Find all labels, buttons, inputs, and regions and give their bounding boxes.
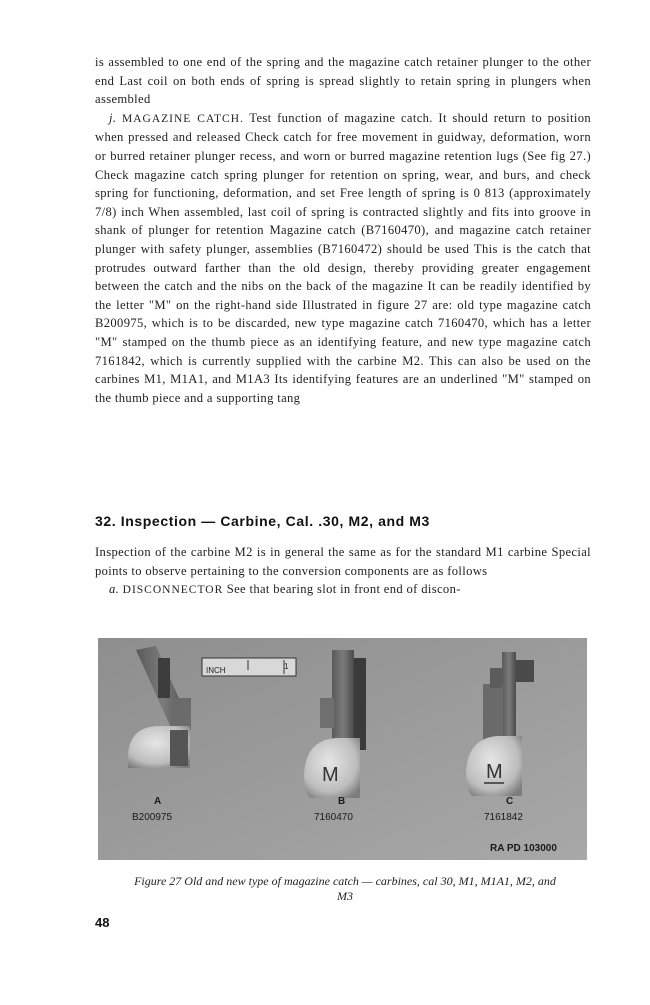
paragraph-body: Test function of magazine catch. It should return to position when pressed and released Check catch for free movement in guidway, deformation, worn or burred retainer plunger recess, and worn or burred magazine retention lugs (See fig 27.) Check magazine catch spring plunger for retention on spring, wear, and burs, and check spring for functioning, deformation, and set Free length of spring is 0 813 (approximately 7/8) inch When assembled, last coil of spring is contracted slightly and fits into groove in shank of plunger for retention Magazine catch (B7160470), and magazine catch retainer plunger with safety plunger, assemblies (B7160472) should be used This is the catch that protrudes outward farther than the old design, thereby providing greater engagement between the catch and the nibs on the back of the magazine It can be readily identified by the letter "M" on the right-hand side Illustrated in figure 27 are: old type magazine catch B200975, which is to be discarded, new type magazine catch 7160470, which has a letter "M" stamped on the thumb piece as an identifying feature, and new type magazine catch 7161842, which is currently supplied with the carbine M2. This can also be used on the carbines M1, M1A1, and M1A3 Its identifying features are an underlined "M" stamped on the thumb piece and a supporting tang bbox=[95, 110, 591, 405]
figure-caption: Figure 27 Old and new type of magazine catch — carbines, cal 30, M1, M1A1, M2, and M3 bbox=[134, 874, 556, 903]
paragraph-letter: j. bbox=[109, 110, 117, 125]
page-number: 48 bbox=[95, 915, 110, 930]
part-number-c: 7161842 bbox=[484, 812, 523, 823]
body-text-section bbox=[95, 543, 591, 600]
part-letter-a: A bbox=[154, 796, 162, 807]
paragraph-label: MAGAZINE CATCH. bbox=[121, 112, 244, 125]
inch-scale bbox=[202, 658, 296, 676]
part-number-b: 7160470 bbox=[314, 812, 353, 823]
paragraph-intro: Inspection of the carbine M2 is in general the same as for the standard M1 carbine Special points to observe pertaining to the conversion components are as follows bbox=[95, 545, 591, 578]
part-letter-b: B bbox=[338, 796, 346, 807]
body-text-top bbox=[95, 53, 591, 407]
part-number-a: B200975 bbox=[132, 812, 173, 823]
figure-photo bbox=[98, 638, 587, 860]
scale-label: INCH bbox=[206, 666, 226, 675]
stamp-m-b: M bbox=[322, 764, 339, 786]
section-heading: 32. Inspection — Carbine, Cal. .30, M2, and M3 bbox=[95, 513, 430, 529]
paragraph-label: DISCONNECTOR bbox=[122, 584, 224, 597]
part-letter-c: C bbox=[506, 796, 514, 807]
paragraph-magazine-catch bbox=[95, 109, 591, 408]
paragraph-letter: a. bbox=[109, 582, 120, 597]
photo-id: RA PD 103000 bbox=[490, 843, 557, 854]
scale-tick-label: 1 bbox=[284, 662, 289, 671]
paragraph-body: See that bearing slot in front end of discon- bbox=[226, 582, 461, 597]
paragraph-continuation: is assembled to one end of the spring and the magazine catch retainer plunger to the other end Last coil on both ends of spring is spread slightly to retain spring in plungers when assembled bbox=[95, 55, 591, 107]
stamp-m-c: M bbox=[486, 761, 503, 783]
paragraph-disconnector bbox=[95, 580, 591, 600]
